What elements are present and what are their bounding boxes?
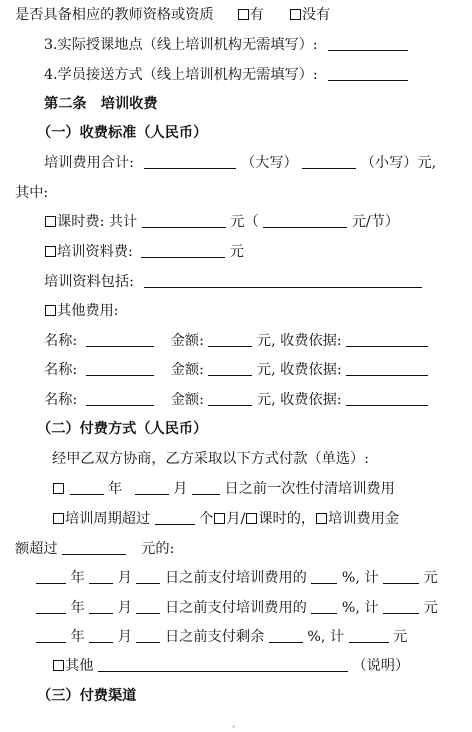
remaining-percent-label: %, 计 bbox=[307, 629, 345, 645]
student-transport-field[interactable] bbox=[328, 66, 408, 81]
pay-cycle-row bbox=[52, 510, 399, 528]
installment-year-label: 年 bbox=[70, 600, 85, 616]
fee-item-row bbox=[44, 391, 428, 409]
pay-cycle-amount-checkbox[interactable] bbox=[316, 513, 327, 524]
total-fee-uppercase-field[interactable] bbox=[144, 154, 236, 169]
fee-item-row bbox=[44, 332, 428, 350]
material-includes-label: 培训资料包括: bbox=[44, 274, 134, 290]
fee-item-row bbox=[44, 361, 428, 379]
pay-cycle2-text-1: 额超过 bbox=[15, 541, 58, 557]
pay-cycle-text-1: 培训周期超过 bbox=[65, 511, 151, 527]
fee-item-basis-field[interactable] bbox=[346, 391, 428, 406]
article-2-heading: 第二条 培训收费 bbox=[44, 96, 158, 112]
teacher-qualification-label: 是否具备相应的教师资格或资质 bbox=[15, 7, 214, 23]
remaining-day-field[interactable] bbox=[136, 628, 160, 643]
installment-percent-field[interactable] bbox=[311, 599, 337, 614]
hourly-fee-checkbox[interactable] bbox=[45, 216, 56, 227]
hourly-fee-total-field[interactable] bbox=[142, 213, 226, 228]
installment-remaining-row bbox=[36, 628, 407, 646]
pay-once-month-field[interactable] bbox=[135, 480, 169, 495]
uppercase-hint: （大写） bbox=[240, 155, 298, 171]
remaining-amount-field[interactable] bbox=[349, 628, 389, 643]
installment-amount-field[interactable] bbox=[383, 569, 419, 584]
lowercase-hint: （小写）元, bbox=[360, 155, 437, 171]
payment-intro: 经甲乙双方协商，乙方采取以下方式付款（单选）: bbox=[52, 451, 369, 467]
total-fee-row bbox=[44, 154, 436, 172]
pay-cycle-checkbox[interactable] bbox=[53, 513, 64, 524]
student-transport-row bbox=[44, 66, 408, 84]
pay-once-day-field[interactable] bbox=[192, 480, 220, 495]
qualification-yes-label: 有 bbox=[249, 7, 264, 23]
hourly-fee-unit-1: 元（ bbox=[230, 214, 259, 230]
pay-cycle-month-checkbox[interactable] bbox=[214, 513, 225, 524]
fee-item-name-field[interactable] bbox=[86, 361, 154, 376]
qualification-yes-checkbox[interactable] bbox=[238, 9, 249, 20]
installment-percent-label: %, 计 bbox=[341, 570, 379, 586]
fee-item-amount-field[interactable] bbox=[208, 332, 252, 347]
teaching-location-field[interactable] bbox=[328, 36, 408, 51]
material-fee-label: 培训资料费: bbox=[57, 244, 133, 260]
material-fee-unit: 元 bbox=[229, 244, 244, 260]
pay-cycle-text-4: 课时的， bbox=[258, 511, 316, 527]
installment-month-field[interactable] bbox=[89, 599, 113, 614]
pay-other-field[interactable] bbox=[98, 657, 348, 672]
fee-item-basis-label: 元, 收费依据: bbox=[256, 333, 342, 349]
fee-item-basis-label: 元, 收费依据: bbox=[256, 362, 342, 378]
fee-item-name-field[interactable] bbox=[86, 332, 154, 347]
installment-row bbox=[36, 569, 438, 587]
pay-cycle-text-3: 月/ bbox=[226, 511, 246, 527]
installment-year-label: 年 bbox=[70, 570, 85, 586]
pay-cycle-text-2: 个 bbox=[199, 511, 214, 527]
remaining-year-field[interactable] bbox=[36, 628, 66, 643]
fee-item-amount-field[interactable] bbox=[208, 391, 252, 406]
material-fee-checkbox[interactable] bbox=[45, 246, 56, 257]
teaching-location-row bbox=[44, 36, 408, 54]
material-fee-field[interactable] bbox=[141, 243, 225, 258]
hourly-fee-per-session-field[interactable] bbox=[263, 213, 347, 228]
pay-once-year-field[interactable] bbox=[70, 480, 104, 495]
fee-item-name-field[interactable] bbox=[86, 391, 154, 406]
installment-yuan-label: 元 bbox=[423, 570, 438, 586]
installment-amount-field[interactable] bbox=[383, 599, 419, 614]
qualification-no-label: 没有 bbox=[301, 7, 331, 23]
pay-other-note: （说明） bbox=[352, 658, 410, 674]
installment-day-field[interactable] bbox=[136, 569, 160, 584]
pay-once-month-label: 月 bbox=[173, 481, 188, 497]
fee-item-name-label: 名称: bbox=[44, 362, 78, 378]
remaining-year-label: 年 bbox=[70, 629, 85, 645]
fee-item-name-label: 名称: bbox=[44, 392, 78, 408]
pay-once-year-label: 年 bbox=[108, 481, 123, 497]
pay-cycle-text-5: 培训费用金 bbox=[328, 511, 400, 527]
fee-item-amount-label: 金额: bbox=[170, 333, 204, 349]
hourly-fee-row bbox=[44, 213, 399, 231]
other-fees-row bbox=[44, 302, 119, 320]
remaining-yuan-label: 元 bbox=[393, 629, 408, 645]
pay-cycle-amount-field[interactable] bbox=[62, 540, 126, 555]
installment-yuan-label: 元 bbox=[423, 600, 438, 616]
payment-channel-heading: （三）付费渠道 bbox=[37, 688, 137, 704]
installment-month-label: 月 bbox=[117, 600, 132, 616]
teaching-location-label: 3.实际授课地点（线上培训机构无需填写）: bbox=[44, 37, 318, 53]
pay-once-checkbox[interactable] bbox=[53, 483, 64, 494]
student-transport-label: 4.学员接送方式（线上培训机构无需填写）: bbox=[44, 67, 318, 83]
qualification-no-checkbox[interactable] bbox=[290, 9, 301, 20]
material-includes-field[interactable] bbox=[144, 273, 422, 288]
pay-cycle-row-2 bbox=[15, 540, 174, 558]
material-includes-row bbox=[44, 273, 422, 291]
remaining-percent-field[interactable] bbox=[269, 628, 303, 643]
remaining-month-label: 月 bbox=[117, 629, 132, 645]
installment-year-field[interactable] bbox=[36, 599, 66, 614]
page-mark: ᵃ bbox=[232, 723, 236, 732]
teacher-qualification-row bbox=[15, 6, 330, 24]
fee-standard-heading: （一）收费标准（人民币） bbox=[37, 125, 208, 141]
pay-cycle2-text-2: 元的: bbox=[141, 541, 175, 557]
remaining-day-label: 日之前支付剩余 bbox=[164, 629, 265, 645]
fee-item-amount-label: 金额: bbox=[170, 362, 204, 378]
material-fee-row bbox=[44, 243, 244, 261]
fee-item-basis-field[interactable] bbox=[346, 361, 428, 376]
pay-other-checkbox[interactable] bbox=[53, 660, 64, 671]
fee-item-amount-label: 金额: bbox=[170, 392, 204, 408]
other-fees-label: 其他费用: bbox=[57, 303, 119, 319]
fee-item-amount-field[interactable] bbox=[208, 361, 252, 376]
installment-day-label: 日之前支付培训费用的 bbox=[164, 600, 307, 616]
pay-once-row bbox=[52, 480, 395, 498]
installment-month-field[interactable] bbox=[89, 569, 113, 584]
installment-row bbox=[36, 599, 438, 617]
installment-percent-field[interactable] bbox=[311, 569, 337, 584]
pay-cycle-lesson-checkbox[interactable] bbox=[246, 513, 257, 524]
hourly-fee-label: 课时费: 共计 bbox=[57, 214, 138, 230]
installment-day-field[interactable] bbox=[136, 599, 160, 614]
pay-cycle-count-field[interactable] bbox=[155, 510, 195, 525]
total-fee-lowercase-field[interactable] bbox=[302, 154, 356, 169]
installment-month-label: 月 bbox=[117, 570, 132, 586]
other-fees-checkbox[interactable] bbox=[45, 305, 56, 316]
hourly-fee-unit-2: 元/节） bbox=[351, 214, 400, 230]
installment-percent-label: %, 计 bbox=[341, 600, 379, 616]
fee-item-basis-label: 元, 收费依据: bbox=[256, 392, 342, 408]
fee-item-basis-field[interactable] bbox=[346, 332, 428, 347]
among-label: 其中: bbox=[15, 185, 49, 201]
remaining-month-field[interactable] bbox=[89, 628, 113, 643]
installment-year-field[interactable] bbox=[36, 569, 66, 584]
pay-other-row bbox=[52, 657, 409, 675]
installment-day-label: 日之前支付培训费用的 bbox=[164, 570, 307, 586]
pay-once-text: 日之前一次性付清培训费用 bbox=[224, 481, 395, 497]
pay-other-label: 其他 bbox=[65, 658, 94, 674]
total-fee-label: 培训费用合计: bbox=[44, 155, 134, 171]
fee-item-name-label: 名称: bbox=[44, 333, 78, 349]
payment-method-heading: （二）付费方式（人民币） bbox=[37, 421, 208, 437]
